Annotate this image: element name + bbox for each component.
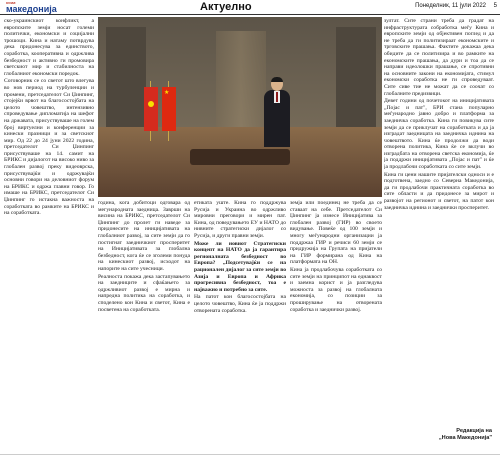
paragraph: На патот кон благосостојбата на целото човештво, Кина ќе ја поддржи отворената соработка.: [194, 294, 286, 314]
section-title: Актуелно: [200, 1, 252, 13]
macedonian-flag-icon: [144, 87, 158, 131]
article-column-3: [194, 200, 286, 454]
paragraph: Кина ја продлабочува соработката со сите земји на принципот на еднаквост и заемна корист и ја разгледува можноста за развој на глобалната економија, со позиции за проширување на отворената соработка и заеднички развој.: [290, 266, 382, 313]
paragraph: земја или поединец не треба да се ставаат на себе. Претседателот Си Џинпинг ја изнесе Иницијатива за глобален развој (ГИР) во своето видување. Повеќе од 100 земји и многу меѓународни организации ја поддржаа ГИР и речиси 60 земји се придружија на Групата на пријатели на ГИР формирана од Кина на платформата на ОН.: [290, 200, 382, 266]
article-column-2: [98, 200, 190, 454]
bold-subheading-paragraph: Може ли новиот Стратегиски концепт на НАТО да ја гарантира регионалната безбедност во Европа? „Подсетувајќи се на рационален дијалог за сите земји во Азија и Европа и Африка прогресивна безбедност, тоа е најважно и потребно за сите.: [194, 240, 286, 293]
paragraph: етиката уште. Кина го поддржува Русија и Украина во одржливо мировни преговори и мирен пат. Кина, од поведувањето ЕУ и НАТО до нивните стратегиски дијалог со Русија, и други правни земји.: [194, 200, 286, 239]
paragraph: ско-украинскиот конфликт, а европските земји носат големи политички, економски и социјални трошоци. Кина и натаму потврдува дека придонесува за единството, соработка, кооперативна и одржлива безбедност и активно ги промовира светскиот мир и стабилноста на глобалниот економски поредок.: [4, 18, 94, 77]
page-footer: [0, 454, 500, 460]
issue-date: Понеделник, 11 јули 2022: [415, 3, 486, 9]
photo-table: [190, 149, 290, 165]
page-number: 5: [493, 3, 497, 9]
paragraph: Реалноста покажа дека застапувањето на заедниците и сфаќањето за одржливиот развој е мирна и напредна политика на соработка, и споделено кон Кина и светот, Кина е посветена на соработката.: [98, 273, 190, 313]
logo-main-text: македонија: [6, 4, 57, 14]
article-column-4: [290, 200, 382, 454]
paragraph: Девет години од почетокот на иницијативата „Појас и пат", БРИ стана популарно меѓународно јавно добро и платформа за заедничка соработка. Кина ги повикува сите земји да се приклучат на соработката и да ја изградат заедницата на заедничка иднина на човештвото. Кина ќе продолжи да води отворена политика, Кина ќе се вклучи во изградбата на отворена светска економија, ќе ја поддржи иницијативата „Појас и пат" и ќе ја продлабочи соработката со сите земји.: [384, 98, 494, 171]
paragraph: зултат. Сите страни треба да градат на инфраструктурата собработка меѓу Кина и европските земји од објективен поглед и да не треба да ги политизираат економските и трговските прашања. Фактите докажаа дека обидите да се политизира и во рамките на економските прашања, да дури и тоа да се направи идеолошки прашање, се спротивни на основните закони на економијата, стимул економски соработка не ги спроведуваат. Сите сиве тие не можат да се соочат со глобалните предизвици.: [384, 18, 494, 97]
article-column-5: [384, 18, 494, 422]
chinese-flag-icon: [162, 87, 176, 131]
credit-line: „Нова Македонија": [438, 434, 492, 441]
page-header: [0, 0, 500, 15]
paragraph: Кина ги цени нашите пријателски односи и е подготвена, заедно со Северна Македонија, да ги продлабочи практичната соработка во сите области и да придонесе за мирот и развојот на регионот и светот, на патот кон заедничка иднина и заеднички просперитет.: [384, 171, 494, 211]
tie: [276, 92, 278, 102]
article-photo: [98, 17, 382, 197]
credit-line: Редакција на: [456, 428, 492, 434]
paragraph: година, кога добитоци одговара од мегународната заедница. Заврши на висина на БРИКС, претседателот Си Џинпинг до пролет ги наведе за придонесите на иницијативата на глобалниот развој, за сите земји да го постигнат заедничкиот просперитет на Иницијативата за глобална безбедност, кога ќе се зголеми понуда на кинескиот развој, исходот на напорите на сите учесници.: [98, 200, 190, 272]
article-column-1: [4, 18, 94, 454]
hair: [271, 77, 283, 82]
article-credit: [392, 428, 492, 441]
ambassador-figure: [264, 77, 290, 147]
newspaper-logo[interactable]: [6, 1, 57, 14]
logo-small-text: нова: [6, 0, 16, 5]
photo-backdrop: [216, 31, 266, 131]
paragraph: Соговорник се со светот што влегува во нов период на турбуленции и промени, претседателот Си Џинпинг, стојејќи врвот на благосостојбата на целото човештво, интензивно спроведување дипломатија на шефот на државата, присуствуваше на голем број виртуелни и конференции за кинески празници и за светскиот мир. Од 22 до 24 јуни 2022 година, претседателот Си Џинпинг присуствуваше на 14. самит на БРИКС и дијалогот на високо ниво за глобален развој преку видеоврска, присуствувајќи и одржувајќи основни говори на деловниот форум на БРИКС и одржа главни говор. Го имаше на БРИКС, претседателот Си Џинпинг го истакна важноста на соработката во рамките на БРИКС и на соработката.: [4, 78, 94, 217]
